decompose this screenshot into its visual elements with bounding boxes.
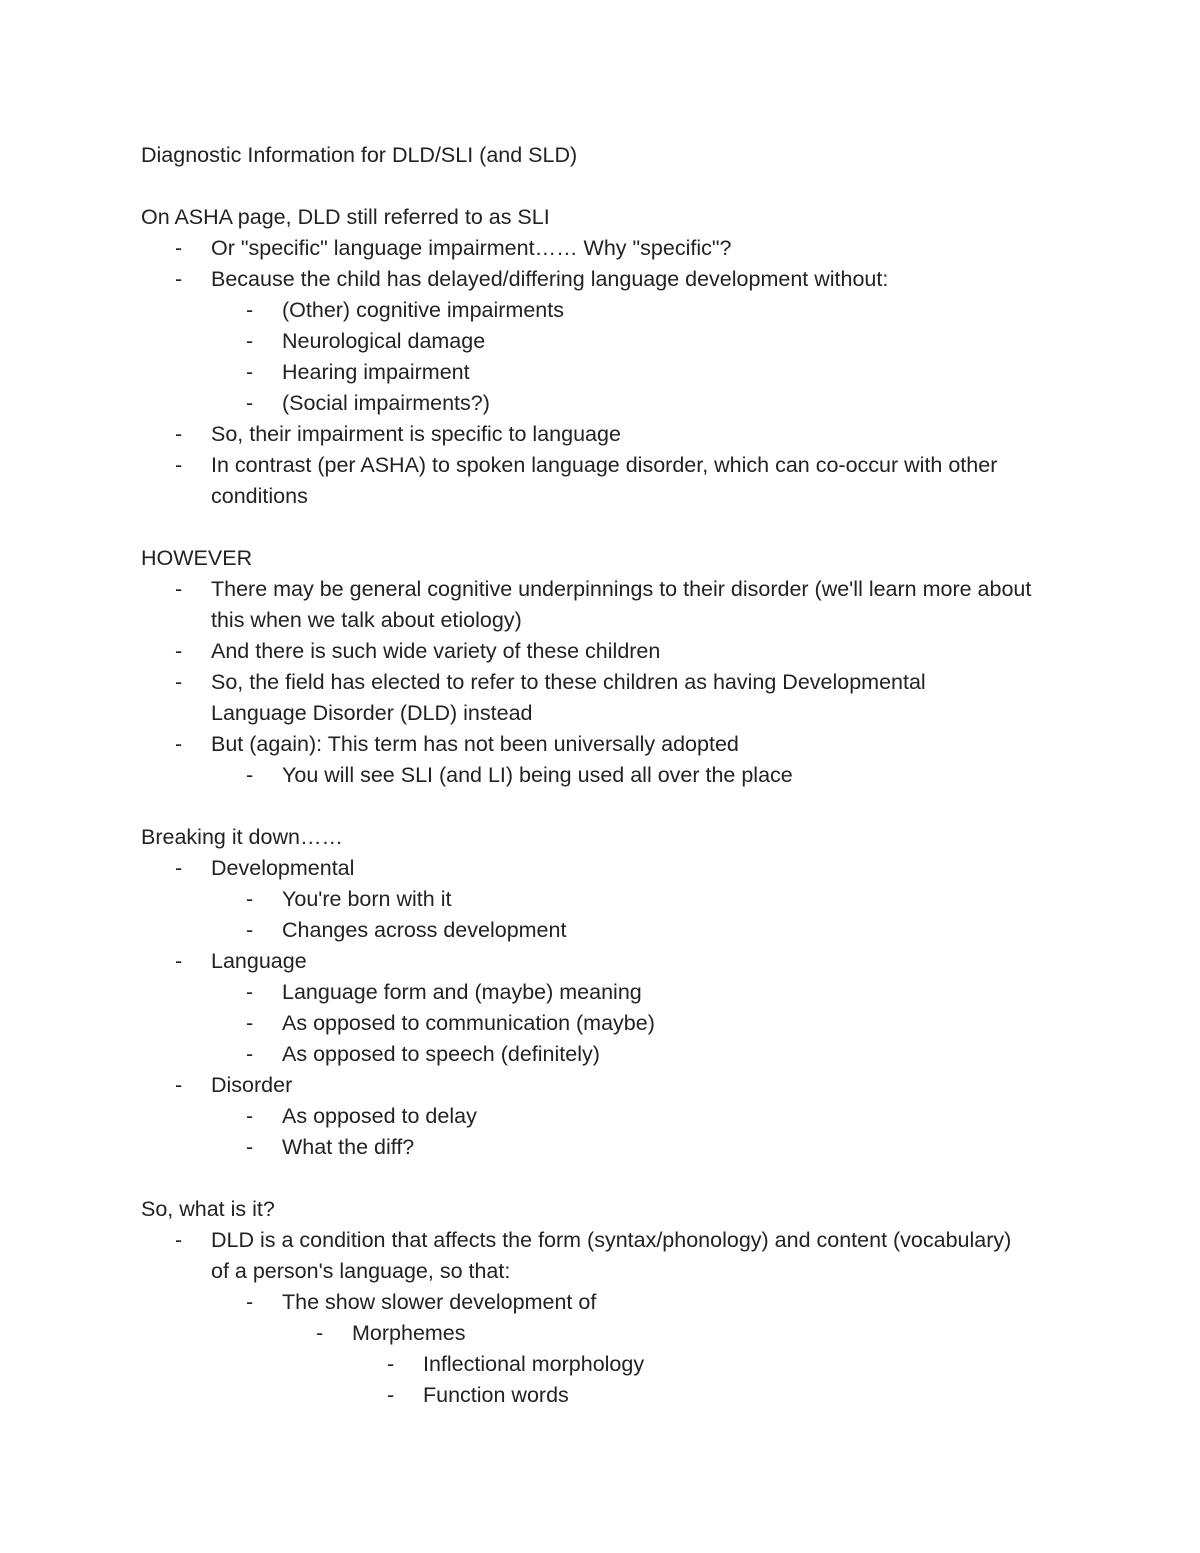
list-item	[141, 1039, 1081, 1070]
document-title: Diagnostic Information for DLD/SLI (and SLD)	[141, 143, 578, 167]
list-item	[141, 729, 1081, 760]
bullet-dash: -	[246, 1290, 254, 1314]
bullet-dash: -	[246, 360, 254, 384]
list-item	[141, 264, 1081, 295]
list-item-text: So, the field has elected to refer to these children as having Developmental Language Disorder (DLD) instead	[211, 670, 926, 725]
list-item-text: You will see SLI (and LI) being used all over the place	[282, 763, 793, 787]
bullet-dash: -	[175, 670, 183, 694]
list-item	[141, 1101, 1081, 1132]
bullet-dash: -	[246, 391, 254, 415]
list-item-text: Inflectional morphology	[423, 1352, 645, 1376]
document-page	[141, 140, 1081, 1411]
list-item	[141, 1225, 1031, 1287]
list-item-text: What the diff?	[282, 1135, 415, 1159]
list-item	[141, 1008, 1081, 1039]
section-heading: HOWEVER	[141, 546, 253, 570]
list-item	[141, 1287, 1081, 1318]
bullet-dash: -	[246, 763, 254, 787]
list-item-text: (Social impairments?)	[282, 391, 490, 415]
bullet-dash: -	[246, 1135, 254, 1159]
list-item	[141, 636, 1081, 667]
spacer	[141, 1163, 1081, 1194]
list-item	[141, 450, 1021, 512]
list-item	[141, 574, 1051, 636]
bullet-dash: -	[175, 732, 183, 756]
section-heading: Breaking it down……	[141, 825, 343, 849]
section-heading: So, what is it?	[141, 1197, 275, 1221]
bullet-dash: -	[175, 639, 183, 663]
list-item-text: As opposed to communication (maybe)	[282, 1011, 655, 1035]
bullet-dash: -	[175, 1073, 183, 1097]
list-item-text: As opposed to delay	[282, 1104, 477, 1128]
list-item-text: In contrast (per ASHA) to spoken language disorder, which can co-occur with other conditions	[211, 453, 998, 508]
list-item-text: Changes across development	[282, 918, 567, 942]
list-item	[141, 326, 1081, 357]
list-item-text: You're born with it	[282, 887, 452, 911]
bullet-dash: -	[387, 1352, 395, 1376]
section-heading: On ASHA page, DLD still referred to as SLI	[141, 205, 550, 229]
list-item	[141, 1318, 1081, 1349]
list-item	[141, 357, 1081, 388]
list-item	[141, 233, 1081, 264]
bullet-dash: -	[316, 1321, 324, 1345]
list-item	[141, 853, 1081, 884]
bullet-dash: -	[387, 1383, 395, 1407]
list-item-text: Hearing impairment	[282, 360, 470, 384]
list-item-text: Language	[211, 949, 307, 973]
list-item	[141, 1349, 1081, 1380]
bullet-dash: -	[246, 298, 254, 322]
spacer	[141, 512, 1081, 543]
list-item	[141, 884, 1081, 915]
list-item-text: As opposed to speech (definitely)	[282, 1042, 600, 1066]
list-item-text: And there is such wide variety of these children	[211, 639, 661, 663]
bullet-dash: -	[175, 453, 183, 477]
list-item	[141, 915, 1081, 946]
bullet-dash: -	[246, 1042, 254, 1066]
bullet-dash: -	[246, 329, 254, 353]
list-item-text: Neurological damage	[282, 329, 486, 353]
list-item-text: So, their impairment is specific to language	[211, 422, 621, 446]
bullet-dash: -	[246, 1011, 254, 1035]
list-item	[141, 946, 1081, 977]
list-item-text: There may be general cognitive underpinnings to their disorder (we'll learn more about this when we talk about etiology)	[211, 577, 1032, 632]
list-item-text: The show slower development of	[282, 1290, 597, 1314]
bullet-dash: -	[246, 918, 254, 942]
list-item-text: Morphemes	[352, 1321, 466, 1345]
list-item	[141, 760, 1081, 791]
bullet-dash: -	[246, 887, 254, 911]
list-item	[141, 1380, 1081, 1411]
list-item-text: DLD is a condition that affects the form (syntax/phonology) and content (vocabulary) of a person's language, so that:	[211, 1228, 1012, 1283]
list-item-text: Developmental	[211, 856, 355, 880]
list-item	[141, 1132, 1081, 1163]
spacer	[141, 791, 1081, 822]
bullet-dash: -	[175, 267, 183, 291]
bullet-dash: -	[175, 422, 183, 446]
list-item	[141, 295, 1081, 326]
spacer	[141, 171, 1081, 202]
list-item-text: But (again): This term has not been universally adopted	[211, 732, 739, 756]
bullet-dash: -	[175, 1228, 183, 1252]
list-item-text: Disorder	[211, 1073, 293, 1097]
list-item-text: Because the child has delayed/differing language development without:	[211, 267, 889, 291]
list-item	[141, 388, 1081, 419]
list-item	[141, 977, 1081, 1008]
bullet-dash: -	[175, 577, 183, 601]
list-item-text: Language form and (maybe) meaning	[282, 980, 642, 1004]
bullet-dash: -	[246, 980, 254, 1004]
list-item	[141, 419, 1081, 450]
bullet-dash: -	[175, 949, 183, 973]
list-item	[141, 667, 1011, 729]
bullet-dash: -	[175, 236, 183, 260]
list-item-text: Or "specific" language impairment…… Why "specific"?	[211, 236, 732, 260]
bullet-dash: -	[246, 1104, 254, 1128]
list-item-text: Function words	[423, 1383, 569, 1407]
list-item	[141, 1070, 1081, 1101]
bullet-dash: -	[175, 856, 183, 880]
list-item-text: (Other) cognitive impairments	[282, 298, 564, 322]
